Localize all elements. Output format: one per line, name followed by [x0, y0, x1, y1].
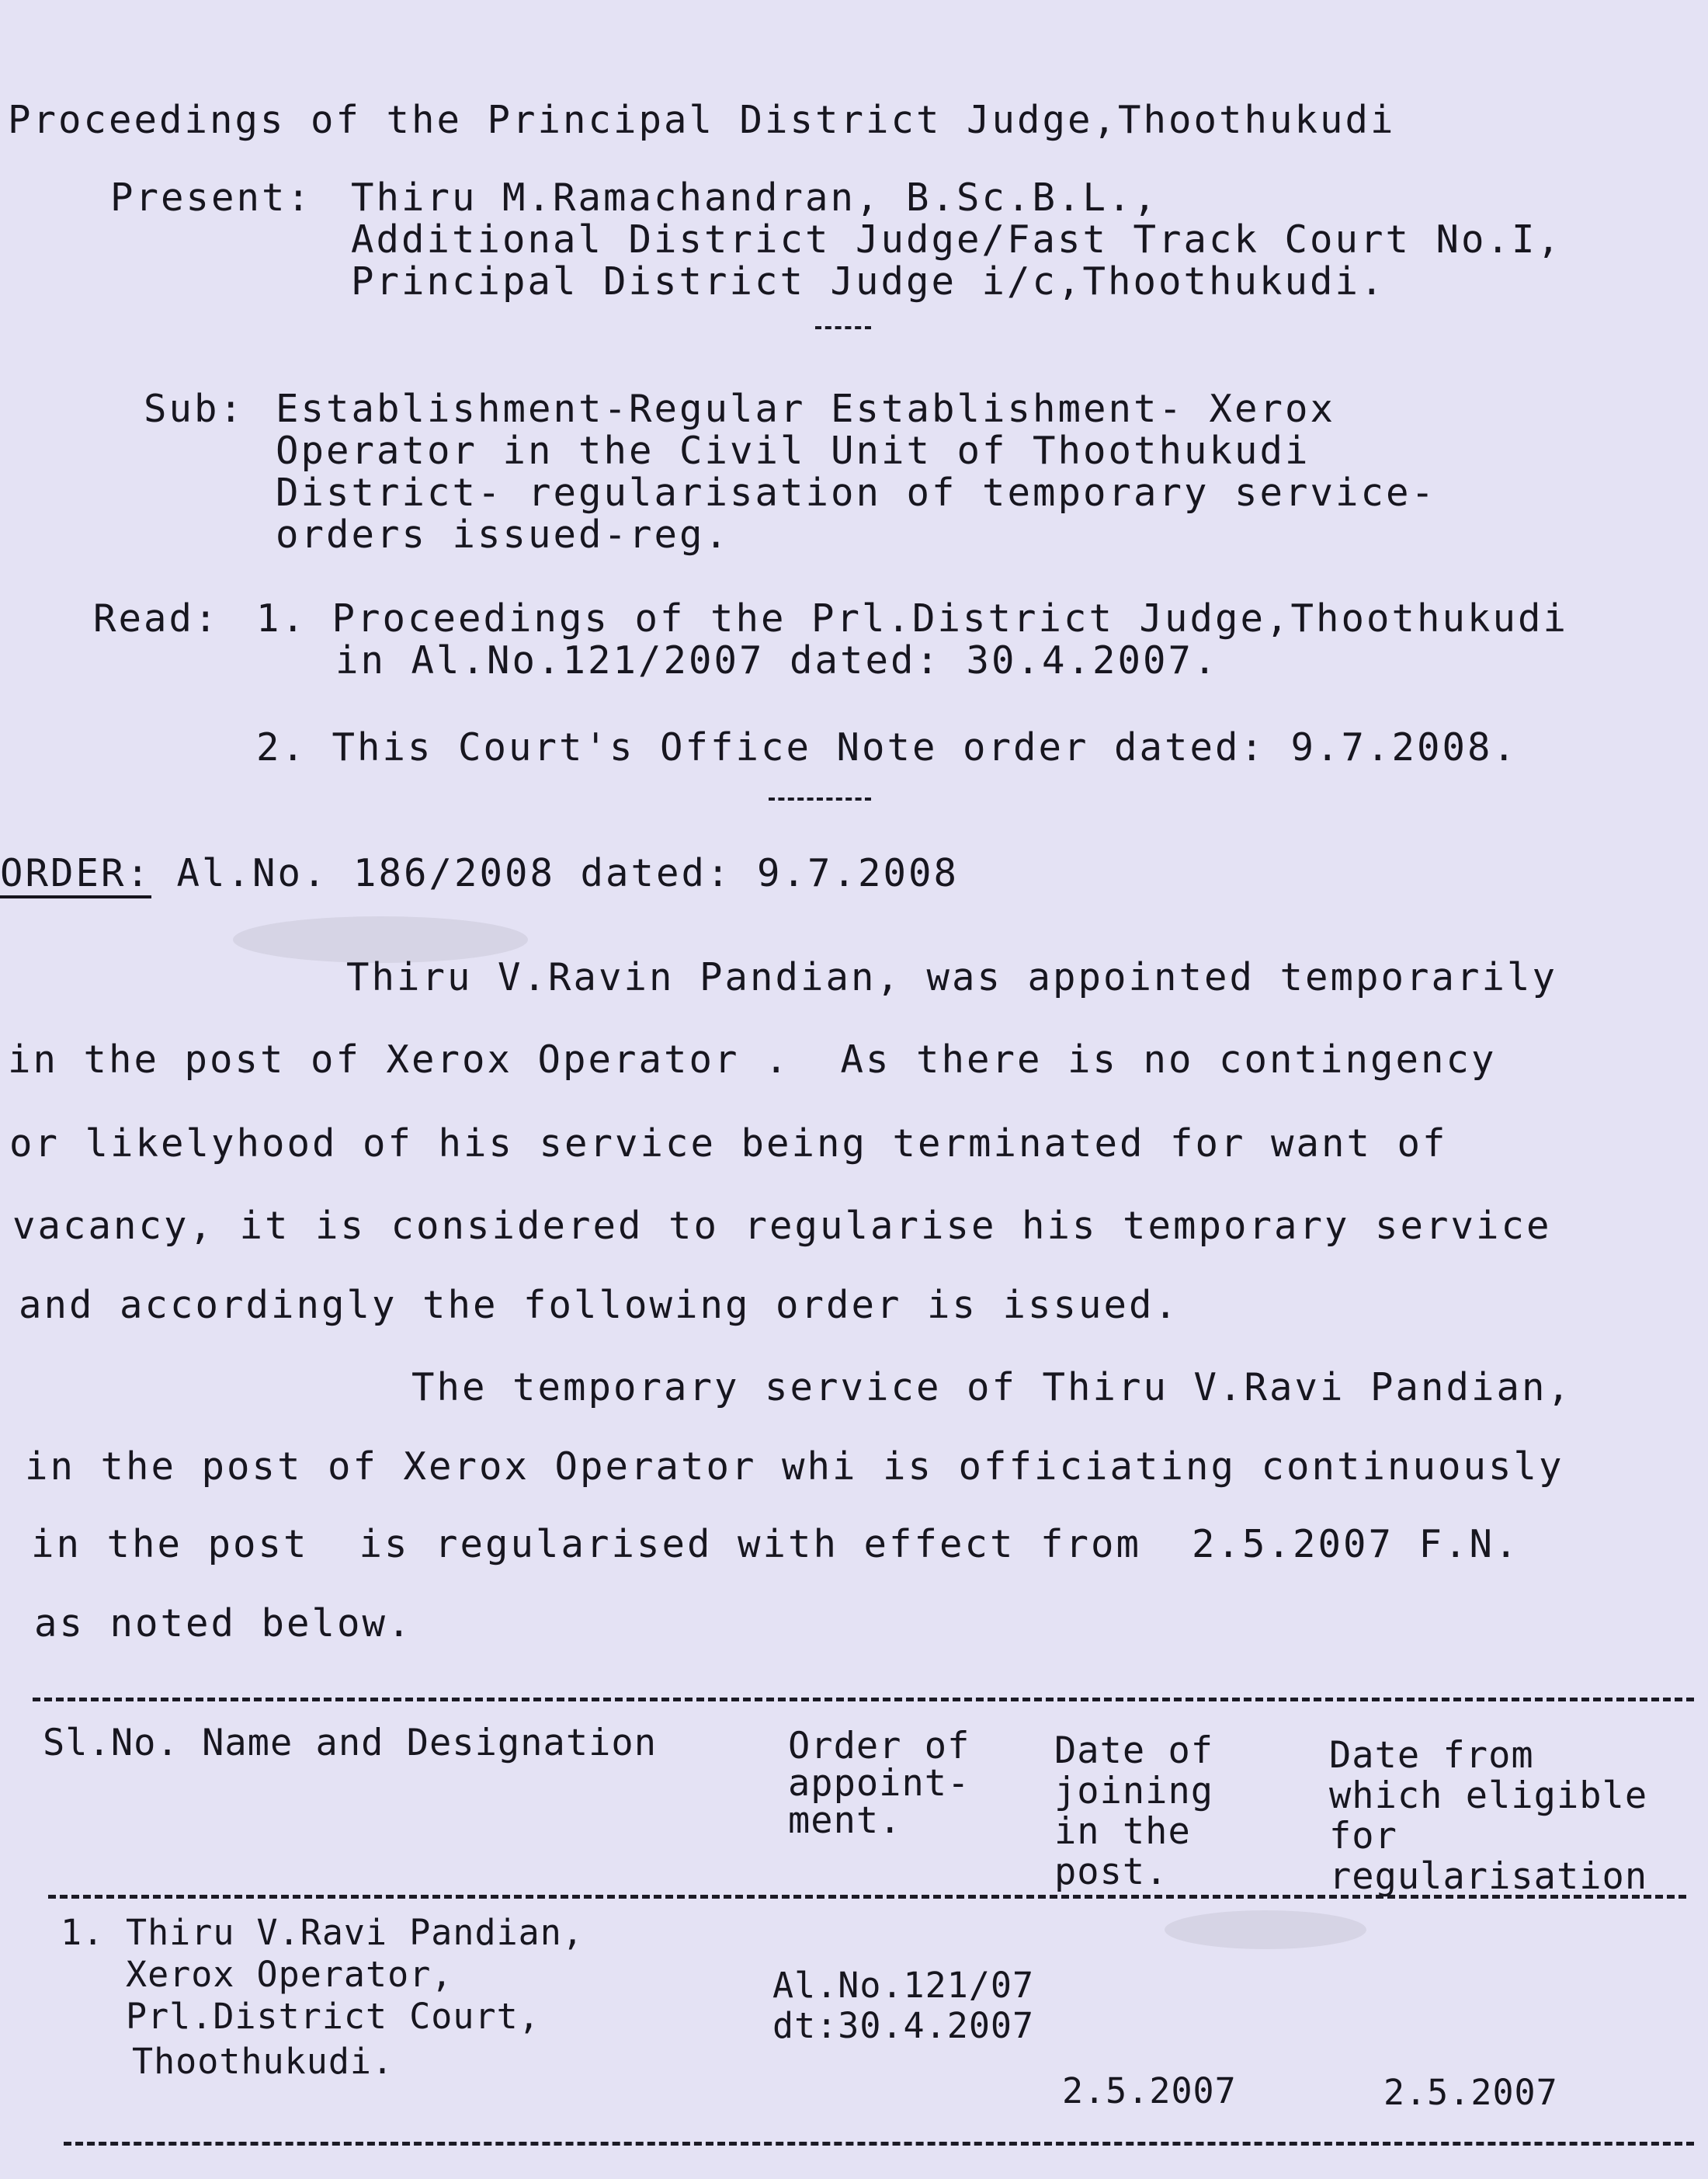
read-item-2: 2. This Court's Office Note order dated: 9.7.2008. [256, 725, 1519, 770]
read-item-1-line-2: in Al.No.121/2007 dated: 30.4.2007. [335, 638, 1219, 683]
table-bottom-rule [64, 2142, 1694, 2146]
separator-dashes [769, 798, 871, 801]
present-line-1: Thiru M.Ramachandran, B.Sc.B.L., [351, 176, 1159, 220]
header-eligible-2: which eligible [1329, 1774, 1648, 1817]
header-joining-3: in the [1054, 1810, 1191, 1853]
present-line-3: Principal District Judge i/c,Thoothukudi. [351, 259, 1386, 304]
order-ref: Al.No. 186/2008 dated: 9.7.2008 [176, 851, 960, 895]
header-order-1: Order of [788, 1725, 970, 1767]
order-line [0, 853, 959, 895]
row-name-line-2: Xerox Operator, [126, 1954, 453, 1995]
read-label: Read: [93, 596, 220, 641]
para2-line-4: as noted below. [34, 1601, 413, 1646]
header-order-3: ment. [788, 1799, 902, 1842]
header-joining-4: post. [1054, 1851, 1168, 1893]
header-order-2: appoint- [788, 1762, 970, 1805]
para2-line-3: in the post is regularised with effect from 2.5.2007 F.N. [31, 1522, 1520, 1566]
present-label: Present: [110, 176, 313, 220]
table-top-rule [33, 1698, 1694, 1701]
order-label: ORDER: [0, 851, 152, 895]
header-eligible-4: regularisation [1329, 1855, 1648, 1898]
row-eligible-date: 2.5.2007 [1383, 2072, 1558, 2113]
read-item-1-line-1: 1. Proceedings of the Prl.District Judge,Thoothukudi [256, 596, 1569, 641]
para1-line-2: in the post of Xerox Operator . As there is no contingency [8, 1037, 1497, 1082]
separator-dashes [815, 326, 871, 329]
header-slno-name: Sl.No. Name and Designation [43, 1722, 658, 1764]
row-order-line-1: Al.No.121/07 [772, 1965, 1035, 2006]
subject-line-3: District- regularisation of temporary service- [276, 471, 1437, 515]
para2-line-2: in the post of Xerox Operator whi is officiating continuously [25, 1444, 1564, 1489]
row-name-line-4: Thoothukudi. [132, 2041, 394, 2082]
subject-label: Sub: [144, 387, 245, 431]
row-serial: 1. [61, 1912, 105, 1953]
subject-line-1: Establishment-Regular Establishment- Xerox [276, 387, 1336, 431]
row-joining-date: 2.5.2007 [1062, 2070, 1237, 2111]
subject-line-4: orders issued-reg. [276, 513, 731, 557]
header-eligible-1: Date from [1329, 1734, 1534, 1777]
para1-line-1: Thiru V.Ravin Pandian, was appointed temporarily [346, 955, 1558, 999]
para1-line-5: and accordingly the following order is issued. [19, 1283, 1180, 1327]
row-order-line-2: dt:30.4.2007 [772, 2005, 1035, 2046]
header-eligible-3: for [1329, 1815, 1397, 1858]
header-joining-2: joining [1054, 1770, 1214, 1812]
subject-line-2: Operator in the Civil Unit of Thoothukudi [276, 429, 1311, 473]
table-header-rule [48, 1895, 1686, 1899]
header-joining-1: Date of [1054, 1729, 1214, 1772]
present-line-2: Additional District Judge/Fast Track Court No.I, [351, 217, 1563, 262]
page-heading: Proceedings of the Principal District Judge,Thoothukudi [8, 98, 1396, 142]
para2-line-1: The temporary service of Thiru V.Ravi Pandian, [411, 1365, 1573, 1409]
para1-line-4: vacancy, it is considered to regularise his temporary service [12, 1204, 1552, 1248]
para1-line-3: or likelyhood of his service being terminated for want of [9, 1121, 1448, 1166]
row-name-line-1: Thiru V.Ravi Pandian, [126, 1912, 584, 1953]
row-name-line-3: Prl.District Court, [126, 1996, 540, 2037]
scan-smudge [1165, 1910, 1366, 1949]
